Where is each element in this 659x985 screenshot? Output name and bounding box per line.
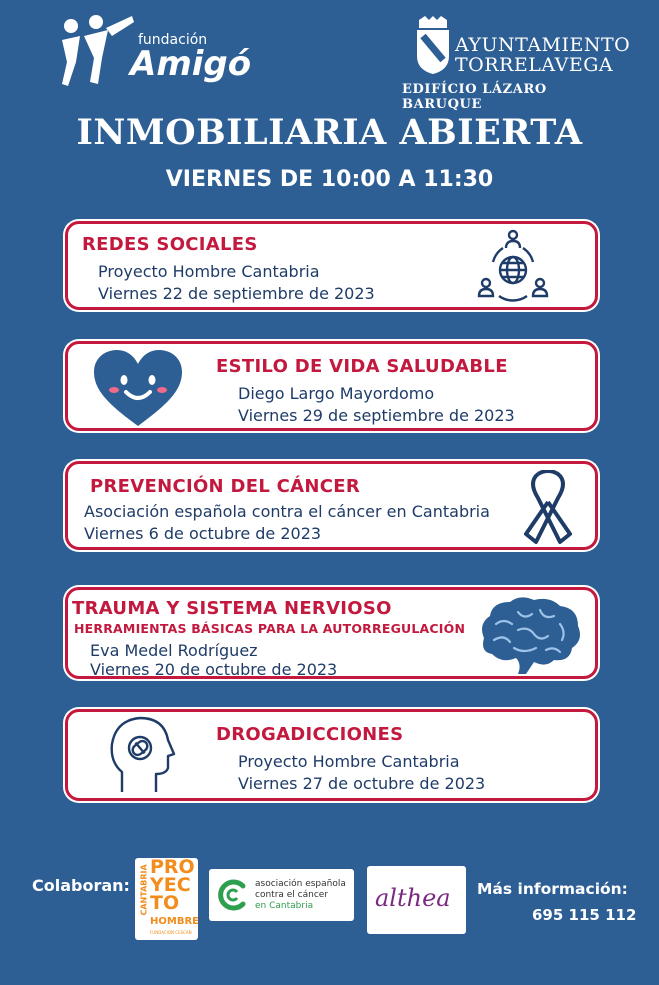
session-speaker: Asociación española contra el cáncer en Cantabria: [84, 502, 490, 521]
aecc-text-2: contra el cáncer: [255, 890, 329, 900]
smiling-heart-icon: [90, 346, 186, 432]
collaborators-label: Colaboran:: [32, 876, 130, 895]
session-date: Viernes 20 de octubre de 2023: [90, 660, 338, 679]
session-date: Viernes 22 de septiembre de 2023: [98, 284, 375, 303]
fundacion-word: fundación: [138, 32, 208, 48]
aecc-logo: [209, 869, 354, 921]
ayuntamiento-name-line2: TORRELAVEGA: [455, 54, 614, 76]
session-subtitle: HERRAMIENTAS BÁSICAS PARA LA AUTORREGULACIÓN: [74, 621, 466, 636]
brain-icon: [474, 594, 584, 674]
proyecto-hombre-logo: [135, 858, 198, 940]
session-title: PREVENCIÓN DEL CÁNCER: [90, 476, 361, 497]
ayuntamiento-name-line1: AYUNTAMIENTO: [455, 34, 631, 56]
session-title: TRAUMA Y SISTEMA NERVIOSO: [72, 598, 392, 619]
session-card: [65, 341, 598, 431]
amigo-word: Amigó: [130, 44, 252, 84]
session-date: Viernes 6 de octubre de 2023: [84, 524, 322, 543]
people-figures-icon: [58, 14, 136, 86]
fundacion-amigo-logo: [58, 12, 252, 87]
session-speaker: Proyecto Hombre Cantabria: [98, 262, 320, 281]
althea-text: althea: [375, 884, 451, 912]
session-speaker: Diego Largo Mayordomo: [238, 384, 435, 403]
ayuntamiento-logo: [402, 16, 631, 112]
page-title: INMOBILIARIA ABIERTA: [76, 112, 583, 153]
aecc-symbol-icon: [215, 878, 249, 912]
session-speaker: Eva Medel Rodríguez: [90, 641, 258, 660]
proyecto-word-1: PRO: [150, 856, 195, 878]
proyecto-word-3: TO: [150, 892, 180, 914]
session-title: REDES SOCIALES: [82, 234, 258, 255]
proyecto-word-2: YEC: [150, 874, 191, 896]
proyecto-side-text: CANTABRIA: [139, 864, 149, 916]
session-card: [65, 461, 598, 550]
phone-number: 695 115 112: [532, 906, 637, 924]
session-title: ESTILO DE VIDA SALUDABLE: [216, 356, 508, 377]
network-globe-icon: [473, 226, 553, 306]
aecc-text-1: asociación española: [255, 879, 346, 889]
aecc-text-3: en Cantabria: [255, 901, 314, 911]
city-shield-icon: [415, 16, 451, 74]
proyecto-word-5: FUNDACIÓN CESCAN: [150, 930, 192, 935]
session-card: [65, 587, 598, 679]
session-card: [65, 709, 598, 801]
session-date: Viernes 29 de septiembre de 2023: [238, 406, 515, 425]
session-speaker: Proyecto Hombre Cantabria: [238, 752, 460, 771]
session-card: [65, 221, 598, 310]
more-info-label: Más información:: [477, 880, 628, 898]
building-name: EDIFÍCIO LÁZARO BARUQUE: [402, 82, 547, 112]
althea-logo: [367, 866, 466, 934]
session-title: DROGADICCIONES: [216, 724, 404, 745]
schedule-subtitle: VIERNES DE 10:00 A 11:30: [165, 167, 494, 192]
header: [0, 0, 659, 110]
session-date: Viernes 27 de octubre de 2023: [238, 774, 486, 793]
head-pill-icon: [108, 714, 180, 794]
proyecto-word-4: HOMBRE: [150, 916, 199, 927]
awareness-ribbon-icon: [518, 470, 578, 550]
